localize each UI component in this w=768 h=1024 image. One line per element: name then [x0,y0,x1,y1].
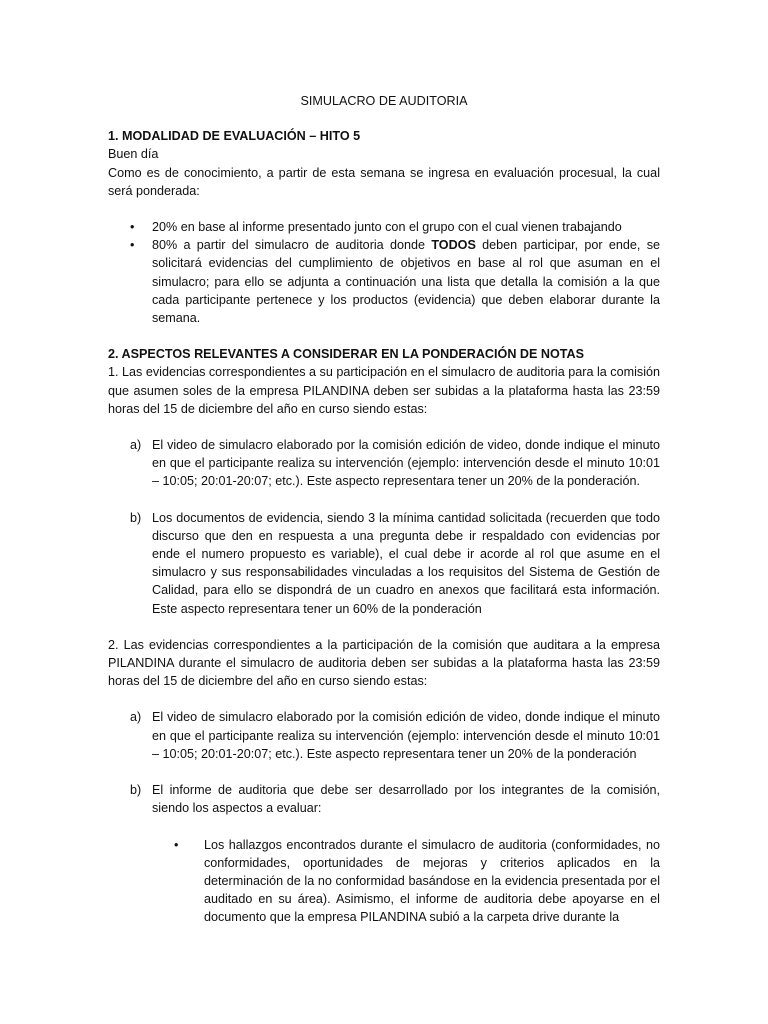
section-2-point-1: 1. Las evidencias correspondientes a su participación en el simulacro de auditoria para la comisión que asumen soles de la empresa PILANDINA deben ser subidas a la plataforma hasta las 23:59 horas del 15 de diciembre del año en curso siendo estas: [108,365,660,416]
document-title: SIMULACRO DE AUDITORIA [300,94,468,108]
point-2-subbullets [108,836,660,927]
list-item: a) El video de simulacro elaborado por la comisión edición de video, donde indique el minuto en que el participante realiza su intervención (ejemplo: intervención desde el minuto 10:01 – 10:05; 20:01-20:07; etc.). Este aspecto representara tener un 20% de la ponderación [130,710,660,761]
sub-bullet-item: • Los hallazgos encontrados durante el simulacro de auditoria (conformidades, no conformidades, oportunidades de mejoras y criterios aplicados en la determinación de la no conformidad basándose en la evidencia presentada por el auditado en su área). Asimismo, el informe de auditoria debe apoyarse en el documento que la empresa PILANDINA subió a la carpeta drive durante la [108,836,660,927]
bullet-item: • 20% en base al informe presentado junto con el grupo con el cual vienen trabajando [108,218,660,236]
spacer [108,200,660,218]
point-2-items [108,708,660,817]
section-1-heading: 1. MODALIDAD DE EVALUACIÓN – HITO 5 [108,129,361,144]
list-item: b) Los documentos de evidencia, siendo 3 la mínima cantidad solicitada (recuerden que todo discurso que den en respuesta a una pregunta debe ir respaldado con evidencias por ende el numero propuesto es variable), el cual debe ir acorde al rol que asume en el simulacro y sus responsabilidades vinculadas a los requisitos del Sistema de Gestión de Calidad, para ello se dispondrá de un cuadro en anexos que facilitará esta información. Este aspecto representara tener un 60% de la ponderación [130,510,660,616]
spacer [108,418,660,436]
point-1-items [108,436,660,618]
list-item: b) El informe de auditoria que debe ser desarrollado por los integrantes de la comisión, siendo los aspectos a evaluar: [130,783,660,816]
spacer [108,690,660,708]
section-1-bullets [108,218,660,327]
list-item: a) El video de simulacro elaborado por la comisión edición de video, donde indique el minuto en que el participante realiza su intervención (ejemplo: intervención desde el minuto 10:01 – 10:05; 20:01-20:07; etc.). Este aspecto representara tener un 20% de la ponderación. [130,438,660,489]
section-2-point-2: 2. Las evidencias correspondientes a la participación de la comisión que auditara a la empresa PILANDINA durante el simulacro de auditoria deben ser subidas a la plataforma hasta las 23:59 horas del 15 de diciembre del año en curso siendo estas: [108,637,660,689]
greeting: Buen día [108,147,159,162]
bold-emphasis: TODOS [431,238,476,253]
section-2-heading: 2. ASPECTOS RELEVANTES A CONSIDERAR EN LA PONDERACIÓN DE NOTAS [108,347,585,362]
bullet-item: • 80% a partir del simulacro de auditoria donde TODOS deben participar, por ende, se solicitará evidencias del cumplimiento de objetivos en base al rol que asuman en el simulacro; para ello se adjunta a continuación una lista que detalla la comisión a la que cada participante pertenece y los productos (evidencia) que deben elaborar durante la semana. [108,236,660,327]
section-1-intro: Como es de conocimiento, a partir de esta semana se ingresa en evaluación procesual, la cual será ponderada: [108,165,660,198]
spacer [108,327,660,345]
